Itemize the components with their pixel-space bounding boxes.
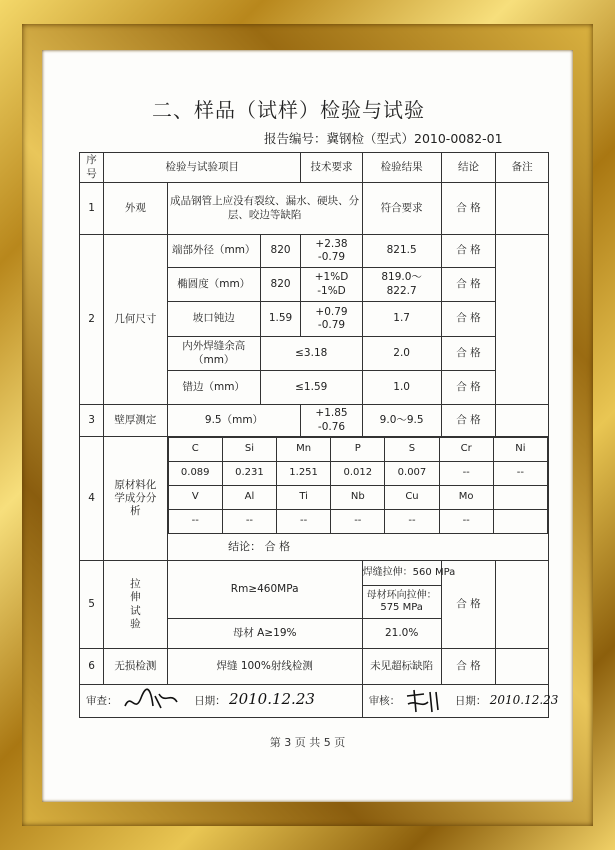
page-title: 二、样品（试样）检验与试验	[152, 98, 425, 122]
element-label: C	[168, 438, 222, 462]
result-cell: 2.0	[362, 337, 441, 371]
seq-cell: 5	[80, 561, 104, 649]
review-signature-cell	[80, 685, 363, 718]
seq-cell: 2	[80, 235, 104, 405]
element-label: P	[331, 438, 385, 462]
header-result: 检验结果	[362, 153, 441, 183]
result-cell: 819.0～ 822.7	[362, 268, 441, 302]
header-item: 检验与试验项目	[104, 153, 301, 183]
audit-date: 2010.12.23	[489, 693, 559, 707]
req-cell: ≤1.59	[260, 371, 362, 405]
element-value: --	[277, 510, 331, 534]
review-signature	[121, 688, 181, 714]
remark-cell	[496, 183, 549, 235]
conclusion-cell: 合 格	[441, 649, 496, 685]
tolerance-cell: +1%D -1%D	[301, 268, 362, 302]
remark-cell	[496, 561, 549, 649]
element-label: Cu	[385, 486, 439, 510]
req-cell: ≤3.18	[260, 337, 362, 371]
sub-item-cell: 椭圆度（mm）	[167, 268, 260, 302]
conclusion-cell: 合 格	[441, 268, 496, 302]
element-value: --	[331, 510, 385, 534]
document-page	[42, 50, 573, 802]
nominal-cell: 820	[260, 235, 301, 268]
page-number: 第 3 页 共 5 页	[269, 736, 346, 749]
table-row	[80, 649, 549, 685]
result-cell: 821.5	[362, 235, 441, 268]
tolerance-cell: +0.79 -0.79	[301, 302, 362, 337]
audit-date-label: 日期：	[454, 695, 487, 707]
element-label: Mo	[439, 486, 493, 510]
element-value: 0.012	[331, 462, 385, 486]
element-label: V	[168, 486, 222, 510]
header-conclusion: 结论	[441, 153, 496, 183]
sub-item-cell: 端部外径（mm）	[167, 235, 260, 268]
result-cell: 21.0%	[362, 619, 441, 649]
header-req: 技术要求	[301, 153, 362, 183]
element-value: --	[222, 510, 276, 534]
report-number: 报告编号：冀钢检（型式）2010-0082-01	[264, 131, 503, 146]
table-row	[80, 235, 549, 268]
req-cell: 成品钢管上应没有裂纹、漏水、硬块、分层、咬边等缺陷	[167, 183, 362, 235]
nominal-cell: 1.59	[260, 302, 301, 337]
element-value: --	[493, 462, 547, 486]
audit-label: 审核：	[368, 695, 401, 707]
tolerance-cell: +2.38 -0.79	[301, 235, 362, 268]
remark-cell	[496, 235, 549, 405]
item-cell: 拉伸试验	[104, 561, 168, 649]
table-header-row	[80, 153, 549, 183]
item-cell: 几何尺寸	[104, 235, 168, 405]
inspection-table	[79, 152, 559, 718]
element-value: --	[385, 510, 439, 534]
element-value: --	[439, 462, 493, 486]
element-label: Nb	[331, 486, 385, 510]
result-cell: 符合要求	[362, 183, 441, 235]
item-cell: 无损检测	[104, 649, 168, 685]
seq-cell: 3	[80, 405, 104, 437]
element-label: Ti	[277, 486, 331, 510]
chem-composition-cell	[167, 437, 548, 561]
item-cell: 壁厚测定	[104, 405, 168, 437]
nominal-cell: 9.5（mm）	[167, 405, 301, 437]
req-cell: 母材 A≥19%	[167, 619, 362, 649]
chem-composition-table	[168, 437, 548, 560]
conclusion-cell: 合 格	[441, 183, 496, 235]
conclusion-cell: 合 格	[441, 371, 496, 405]
signature-row	[80, 685, 549, 718]
nominal-cell: 820	[260, 268, 301, 302]
result-cell	[362, 561, 456, 619]
header-seq: 序号	[80, 153, 104, 183]
remark-cell	[496, 649, 549, 685]
review-label: 审查：	[86, 695, 118, 707]
element-value: --	[439, 510, 493, 534]
audit-signature-cell	[362, 685, 559, 718]
conclusion-cell: 合 格	[441, 302, 496, 337]
audit-signature	[404, 688, 444, 714]
seq-cell: 6	[80, 649, 104, 685]
element-label: Ni	[493, 438, 547, 462]
seq-cell: 4	[80, 437, 104, 561]
element-label: S	[385, 438, 439, 462]
element-value: 0.231	[222, 462, 276, 486]
element-label: Al	[222, 486, 276, 510]
result-cell: 未见超标缺陷	[362, 649, 441, 685]
seq-cell: 1	[80, 183, 104, 235]
table-row	[80, 183, 549, 235]
element-value: --	[168, 510, 222, 534]
chem-conclusion: 结论： 合 格	[228, 540, 291, 554]
element-value: 0.007	[385, 462, 439, 486]
conclusion-cell: 合 格	[441, 405, 496, 437]
result-cell: 1.7	[362, 302, 441, 337]
element-label: Mn	[277, 438, 331, 462]
sub-item-cell: 内外焊缝余高（mm）	[167, 337, 260, 371]
element-value: 1.251	[277, 462, 331, 486]
element-value: 0.089	[168, 462, 222, 486]
conclusion-cell: 合 格	[441, 561, 496, 649]
req-cell: Rm≥460MPa	[167, 561, 362, 619]
result-cell: 9.0～9.5	[362, 405, 441, 437]
table-row	[80, 405, 549, 437]
element-value	[493, 510, 547, 534]
base-tensile-result: 母材环向拉伸：575 MPa	[366, 589, 437, 613]
conclusion-cell: 合 格	[441, 337, 496, 371]
item-cell: 外观	[104, 183, 168, 235]
review-date: 2010.12.23	[229, 690, 315, 708]
sub-item-cell: 坡口钝边	[167, 302, 260, 337]
weld-tensile-result: 焊缝拉伸：560 MPa	[363, 561, 441, 586]
element-label: Cr	[439, 438, 493, 462]
header-remark: 备注	[496, 153, 549, 183]
tolerance-cell: +1.85 -0.76	[301, 405, 362, 437]
table-row	[80, 561, 549, 619]
sub-item-cell: 错边（mm）	[167, 371, 260, 405]
remark-cell	[496, 405, 549, 437]
table-row	[80, 437, 549, 561]
conclusion-cell: 合 格	[441, 235, 496, 268]
element-label	[493, 486, 547, 510]
req-cell: 焊缝 100%射线检测	[167, 649, 362, 685]
review-date-label: 日期：	[194, 695, 226, 707]
element-label: Si	[222, 438, 276, 462]
item-cell: 原材料化学成分分析	[104, 437, 168, 561]
result-cell: 1.0	[362, 371, 441, 405]
